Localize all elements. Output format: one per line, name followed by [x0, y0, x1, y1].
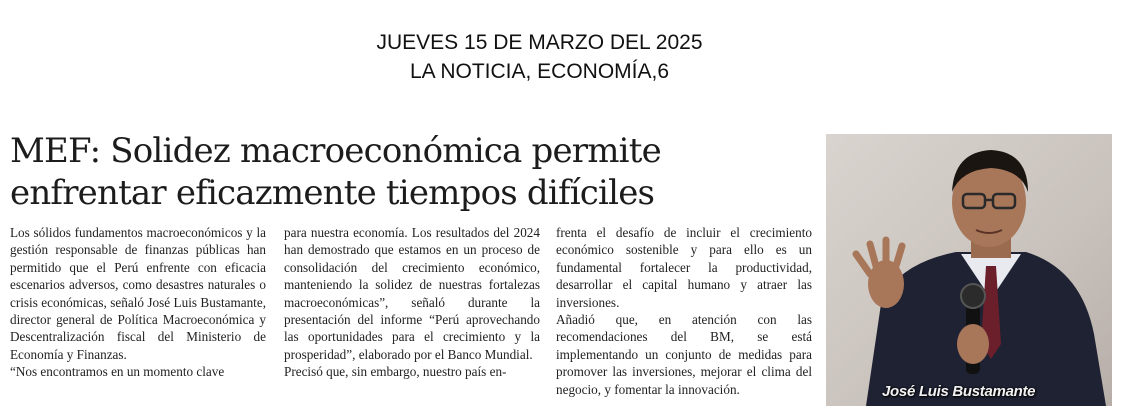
paragraph: “Nos encontramos en un momento clave — [10, 364, 225, 380]
paragraph: Precisó que, sin embargo, nuestro país en- — [284, 364, 507, 380]
paragraph: Añadió que, en atención con las recomendaciones del BM, se está implementando un conjunto de medidas para promover las inversiones, mejorar el clima del negocio, y fomentar la innovación. — [556, 312, 812, 397]
article-column-1 — [10, 224, 266, 381]
paragraph: Los sólidos fundamentos macroeconómicos y la gestión responsable de finanzas públicas han permitido que el Perú enfrente con eficacia escenarios adversos, como desastres naturales o crisis económicas, señaló José Luis Bustamante, director general de Política Macroeconómica y Descentralización fiscal del Ministerio de Economía y Finanzas. — [10, 225, 266, 362]
portrait-illustration — [826, 134, 1112, 406]
paragraph: frenta el desafío de incluir el crecimiento económico sostenible y para ello es un fundamental fortalecer la productividad, desarrollar el capital humano y atraer las inversiones. — [556, 225, 812, 310]
article-column-3 — [556, 224, 812, 398]
publication-source: LA NOTICIA, ECONOMÍA,6 — [409, 60, 670, 83]
article-column-2 — [284, 224, 540, 381]
headline-line-2: enfrentar eficazmente tiempos difíciles — [10, 173, 655, 213]
headline — [10, 130, 810, 214]
paragraph: para nuestra economía. Los resultados del 2024 han demostrado que estamos en un proceso de consolidación del crecimiento económico, manteniendo la solidez de nuestras fortalezas macroeconómicas”, señaló durante la presentación del informe “Perú aprovechando las oportunidades para el crecimiento y la prosperidad”, elaborado por el Banco Mundial. — [284, 225, 540, 362]
photo-caption: José Luis Bustamante — [882, 383, 1036, 400]
publication-date: JUEVES 15 DE MARZO DEL 2025 — [376, 31, 703, 54]
speaker-photo — [826, 134, 1112, 406]
headline-line-1: MEF: Solidez macroeconómica permite — [10, 131, 661, 171]
